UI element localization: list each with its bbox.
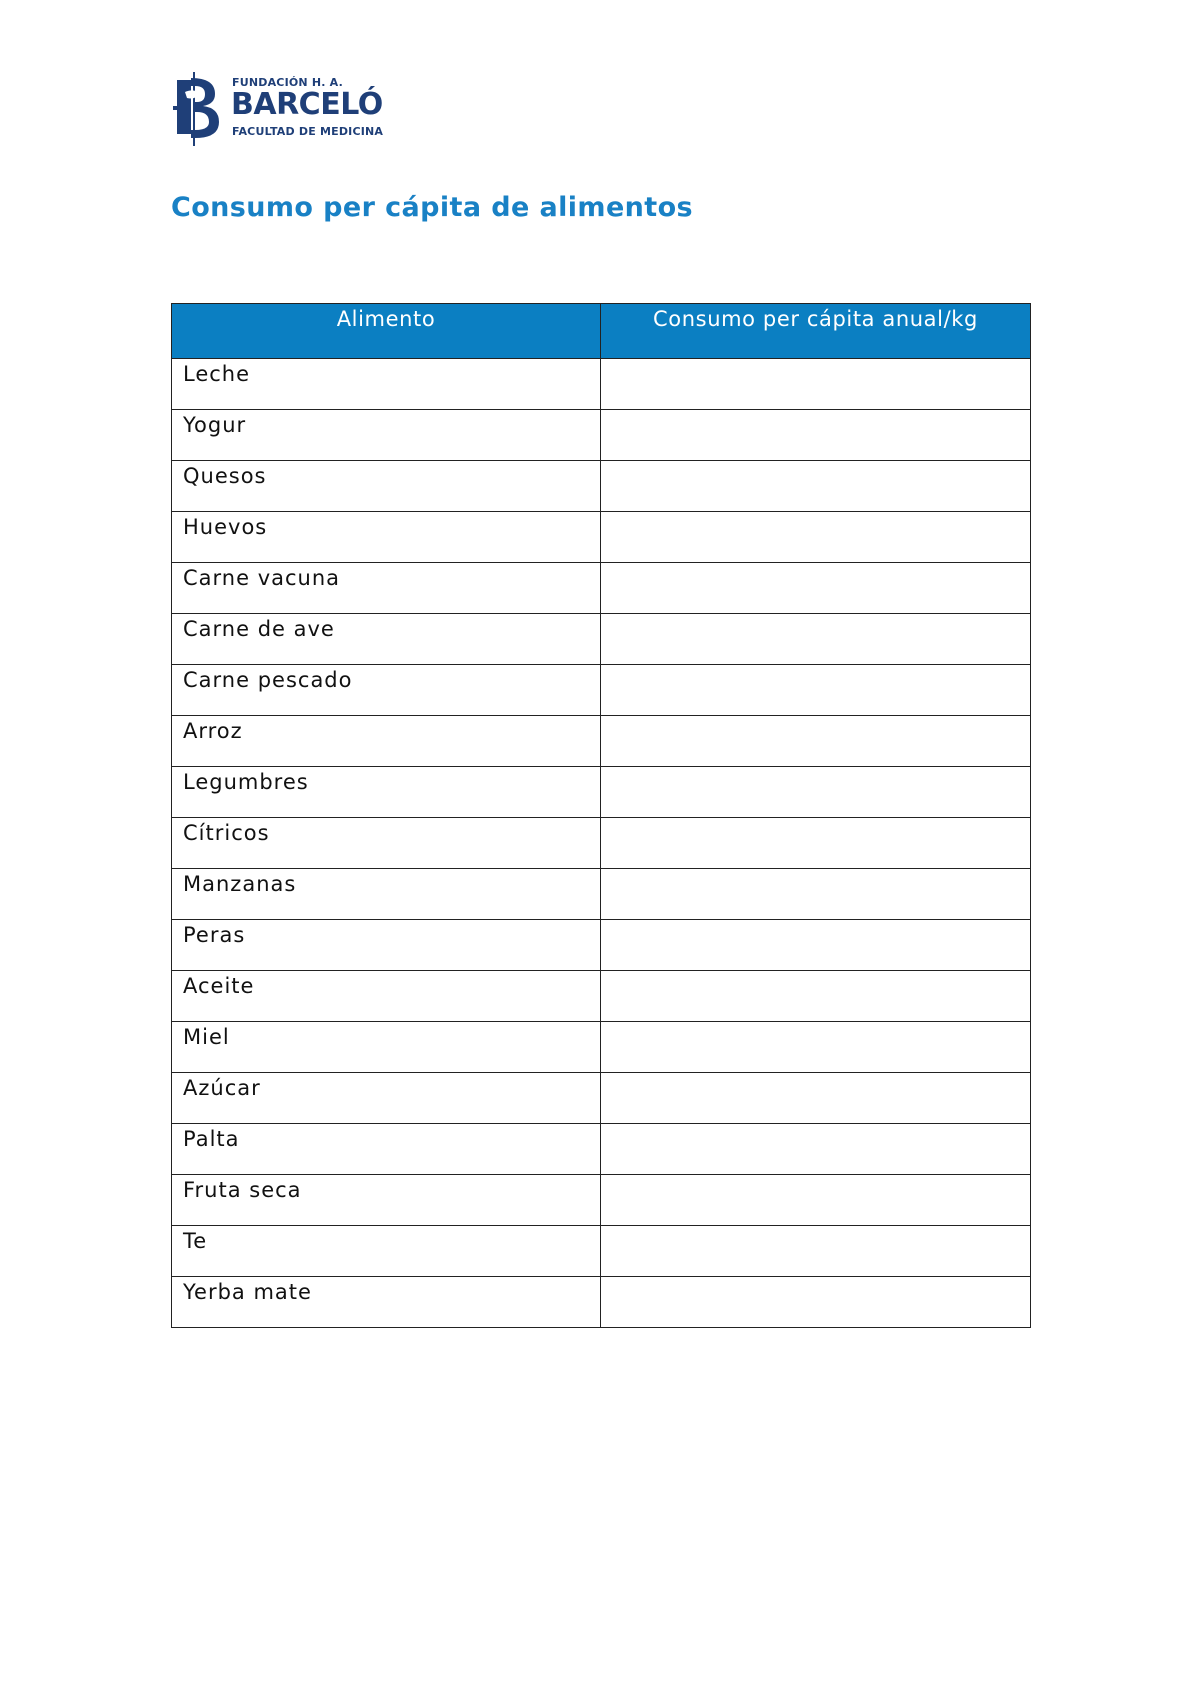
table-row — [172, 461, 1031, 512]
column-header-consumo: Consumo per cápita anual/kg — [601, 304, 1031, 359]
food-name-cell: Carne de ave — [172, 614, 601, 665]
table-row — [172, 1022, 1031, 1073]
consumption-value-cell[interactable] — [601, 665, 1031, 716]
consumption-value-cell[interactable] — [601, 512, 1031, 563]
table-row — [172, 563, 1031, 614]
food-name-cell: Carne pescado — [172, 665, 601, 716]
food-name-cell: Cítricos — [172, 818, 601, 869]
table-row — [172, 359, 1031, 410]
food-name-cell: Azúcar — [172, 1073, 601, 1124]
food-name-cell: Huevos — [172, 512, 601, 563]
consumption-value-cell[interactable] — [601, 1124, 1031, 1175]
logo-name-text: BARCELÓ — [231, 87, 383, 122]
logo-faculty-text: FACULTAD DE MEDICINA — [232, 125, 384, 138]
food-name-cell: Aceite — [172, 971, 601, 1022]
consumption-value-cell[interactable] — [601, 818, 1031, 869]
table-row — [172, 767, 1031, 818]
table-row — [172, 818, 1031, 869]
consumption-value-cell[interactable] — [601, 920, 1031, 971]
logo-foundation-text: FUNDACIÓN H. A. — [232, 76, 343, 89]
table-row — [172, 1226, 1031, 1277]
consumption-value-cell[interactable] — [601, 971, 1031, 1022]
consumption-value-cell[interactable] — [601, 614, 1031, 665]
food-name-cell: Manzanas — [172, 869, 601, 920]
food-name-cell: Palta — [172, 1124, 601, 1175]
food-name-cell: Yogur — [172, 410, 601, 461]
table-header-row — [172, 304, 1031, 359]
food-name-cell: Te — [172, 1226, 601, 1277]
food-name-cell: Arroz — [172, 716, 601, 767]
food-name-cell: Carne vacuna — [172, 563, 601, 614]
food-name-cell: Peras — [172, 920, 601, 971]
food-name-cell: Miel — [172, 1022, 601, 1073]
consumption-value-cell[interactable] — [601, 1277, 1031, 1328]
consumption-value-cell[interactable] — [601, 1175, 1031, 1226]
consumption-value-cell[interactable] — [601, 410, 1031, 461]
food-name-cell: Yerba mate — [172, 1277, 601, 1328]
table-row — [172, 665, 1031, 716]
table-row — [172, 1277, 1031, 1328]
consumption-value-cell[interactable] — [601, 1022, 1031, 1073]
consumption-value-cell[interactable] — [601, 767, 1031, 818]
consumption-value-cell[interactable] — [601, 563, 1031, 614]
table-row — [172, 869, 1031, 920]
table-row — [172, 1124, 1031, 1175]
table-row — [172, 1073, 1031, 1124]
food-name-cell: Quesos — [172, 461, 601, 512]
consumption-value-cell[interactable] — [601, 1226, 1031, 1277]
institution-logo — [171, 70, 384, 146]
consumption-value-cell[interactable] — [601, 359, 1031, 410]
consumption-value-cell[interactable] — [601, 869, 1031, 920]
food-name-cell: Fruta seca — [172, 1175, 601, 1226]
food-name-cell: Leche — [172, 359, 601, 410]
fb-monogram-icon — [171, 70, 223, 146]
table-row — [172, 971, 1031, 1022]
consumption-value-cell[interactable] — [601, 1073, 1031, 1124]
page-title: Consumo per cápita de alimentos — [171, 192, 694, 223]
consumption-value-cell[interactable] — [601, 716, 1031, 767]
table-row — [172, 716, 1031, 767]
consumption-table — [171, 303, 1031, 1328]
table-row — [172, 512, 1031, 563]
table-row — [172, 614, 1031, 665]
table-row — [172, 1175, 1031, 1226]
table-body — [172, 359, 1031, 1328]
table-row — [172, 920, 1031, 971]
column-header-alimento: Alimento — [172, 304, 601, 359]
table-row — [172, 410, 1031, 461]
consumption-value-cell[interactable] — [601, 461, 1031, 512]
food-name-cell: Legumbres — [172, 767, 601, 818]
